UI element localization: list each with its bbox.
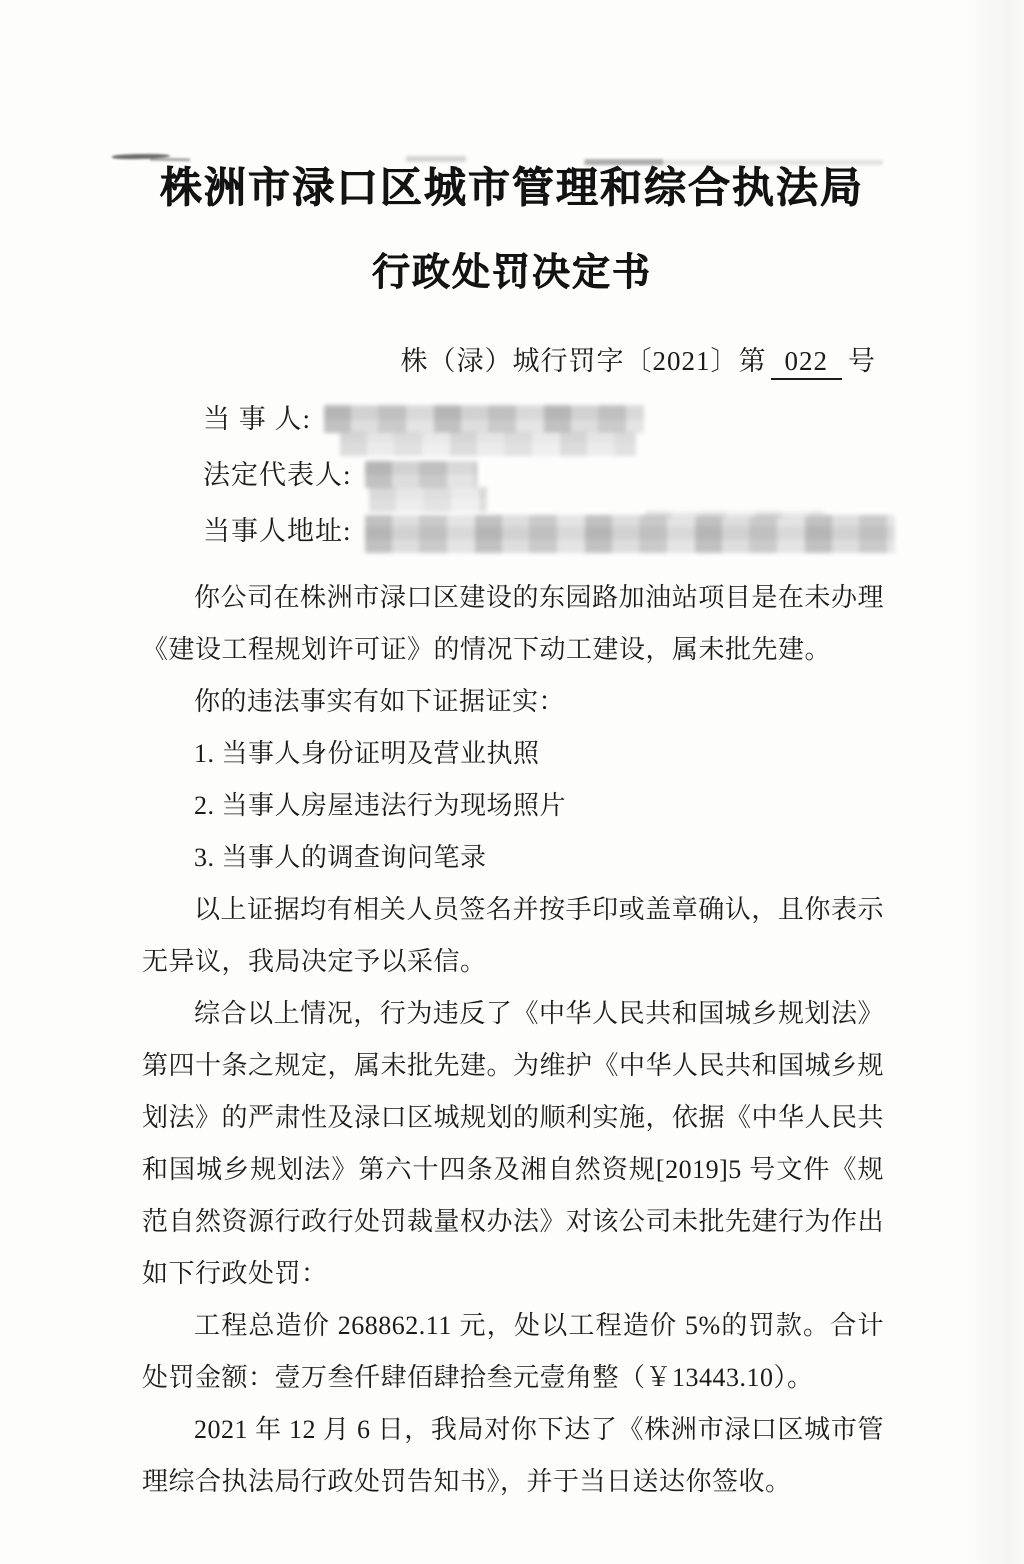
violation-facts-paragraph: 你公司在株洲市渌口区建设的东园路加油站项目是在未办理《建设工程规划许可证》的情况下动工建设，属未批先建。 xyxy=(142,582,884,664)
evidence-item-1: 1. 当事人身份证明及营业执照 xyxy=(194,738,540,768)
penalty-amount-paragraph: 工程总造价 268862.11 元，处以工程造价 5%的罚款。合计处罚金额：壹万叁仟肆佰肆拾叁元壹角整（￥13443.10）。 xyxy=(142,1310,884,1392)
document-number-value: 022 xyxy=(771,346,843,380)
party-address-label: 当事人地址: xyxy=(203,515,352,546)
evidence-item-2: 2. 当事人房屋违法行为现场照片 xyxy=(194,790,567,820)
document-number xyxy=(0,339,876,380)
party-label: 当 事 人: xyxy=(203,403,312,434)
field-party xyxy=(203,402,1024,458)
document-number-suffix: 号 xyxy=(848,345,876,376)
document-body xyxy=(142,572,884,1508)
field-party-address xyxy=(203,514,1024,570)
redaction-block-party-address xyxy=(365,515,895,553)
document-type-title: 行政处罚决定书 xyxy=(371,252,652,295)
party-info-section xyxy=(203,402,1024,570)
scan-smudge-mark xyxy=(406,156,466,162)
legal-basis-paragraph: 综合以上情况，行为违反了《中华人民共和国城乡规划法》第四十条之规定，属未批先建。为维护《中华人民共和国城乡规划法》的严肃性及渌口区城规划的顺利实施，依据《中华人民共和国城乡规划法》第六十四条及湘自然资规[2019]5 号文件《规范自然资源行政行处罚裁量权办法》对该公司未批先建行为作出如下行政处罚： xyxy=(142,998,885,1288)
scan-smudge-mark xyxy=(112,153,170,160)
scan-smudge-mark xyxy=(150,158,190,162)
evidence-intro-paragraph: 你的违法事实有如下证据证实： xyxy=(194,686,566,716)
document-number-prefix: 株（渌）城行罚字〔2021〕第 xyxy=(400,345,767,376)
issuing-authority-title: 株洲市渌口区城市管理和综合执法局 xyxy=(159,164,864,211)
redaction-block-party-name xyxy=(324,405,644,433)
evidence-item-3: 3. 当事人的调查询问笔录 xyxy=(194,842,487,872)
field-legal-representative xyxy=(203,458,1024,514)
legal-representative-label: 法定代表人: xyxy=(203,459,352,490)
redaction-block-legal-representative xyxy=(365,461,477,488)
notice-delivery-paragraph: 2021 年 12 月 6 日，我局对你下达了《株洲市渌口区城市管理综合执法局行政处罚告知书》，并于当日送达你签收。 xyxy=(142,1414,884,1496)
evidence-confirmation-paragraph: 以上证据均有相关人员签名并按手印或盖章确认，且你表示无异议，我局决定予以采信。 xyxy=(142,894,884,976)
